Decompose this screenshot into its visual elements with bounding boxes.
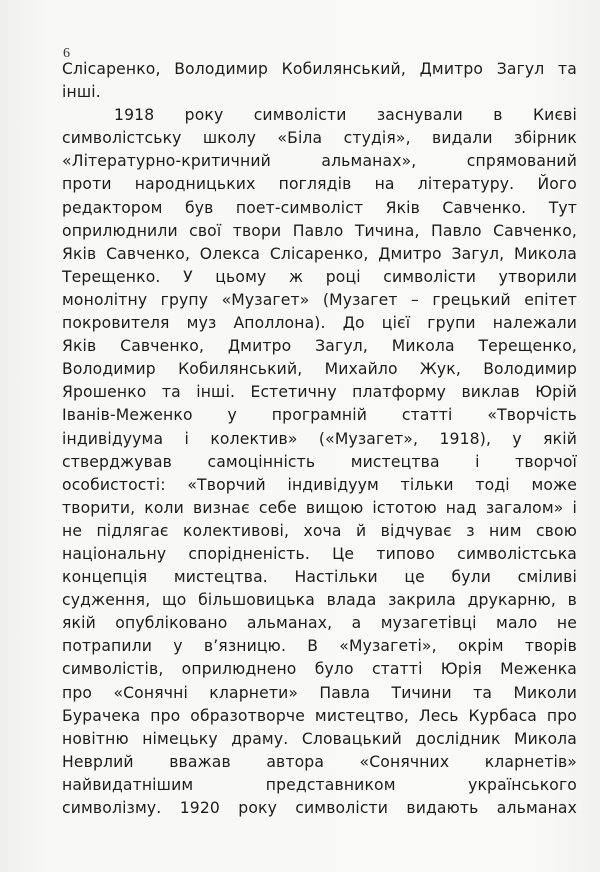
text-line: концепція мистецтва. Настільки це були сміливі	[62, 568, 577, 587]
text-line: Слісаренко, Володимир Кобилянський, Дмитро Загул та	[62, 60, 577, 78]
text-line: Володимир Кобилянський, Михайло Жук, Володимир	[62, 360, 577, 379]
text-line: Іванів-Меженко у програмній статті «Творчість	[62, 406, 577, 425]
text-line: «Літературно-критичний альманах», спрямований	[62, 152, 577, 171]
text-line: оприлюднили свої твори Павло Тичина, Павло Савченко,	[62, 221, 577, 240]
text-line: найвидатнішим представником українського	[62, 775, 577, 794]
text-line: не підлягає колективові, хоча й відчуває з ним свою	[62, 521, 577, 540]
body-text	[62, 58, 577, 820]
text-line: монолітну групу «Музагет» (Музагет – грецький епітет	[62, 290, 577, 309]
text-line: творити, коли визнає себе вищою істотою над загалом» і	[62, 498, 577, 517]
text-line: символістську школу «Біла студія», видали збірник	[62, 129, 577, 148]
text-line: особистості: «Творчий індивідуум тільки тоді може	[62, 475, 577, 494]
text-line: якій опубліковано альманах, а музагетівці мало не	[62, 614, 577, 633]
text-line: індивідуума і колектив» («Музагет», 1918), у якій	[62, 429, 577, 448]
text-line: редактором був поет-символіст Яків Савченко. Тут	[62, 198, 577, 217]
text-line: символізму. 1920 року символісти видають альманах	[62, 799, 577, 817]
text-line: потрапили у в’язницю. В «Музагеті», окрім творів	[62, 637, 577, 656]
text-line: Терещенко. У цьому ж році символісти утворили	[62, 267, 577, 286]
page-number: 6	[63, 46, 70, 61]
text-line: стверджував самоцінність мистецтва і творчої	[62, 452, 577, 471]
text-line: про «Сонячні кларнети» Павла Тичини та Миколи	[62, 683, 577, 702]
text-line: національну спорідненість. Це типово символістська	[62, 544, 577, 563]
text-line: Ярошенко та інші. Естетичну платформу виклав Юрій	[62, 383, 577, 402]
text-line: новітню німецьку драму. Словацький дослідник Микола	[62, 729, 577, 748]
text-line: Бурачека про образотворче мистецтво, Лесь Курбаса про	[62, 706, 577, 725]
text-line: Неврлий вважав автора «Сонячних кларнетів»	[62, 752, 577, 771]
text-line: інші.	[62, 83, 101, 102]
text-line: проти народницьких поглядів на літературу. Його	[62, 175, 577, 194]
text-line: Яків Савченко, Олекса Слісаренко, Дмитро Загул, Микола	[62, 244, 577, 263]
text-line: Яків Савченко, Дмитро Загул, Микола Терещенко,	[62, 337, 577, 356]
text-line: символістів, оприлюднено було статті Юрія Меженка	[62, 660, 577, 679]
text-line: судження, що більшовицька влада закрила друкарню, в	[62, 591, 577, 610]
text-line: покровителя муз Аполлона). До цієї групи належали	[62, 314, 577, 333]
text-line: 1918 року символісти заснували в Києві	[114, 106, 577, 125]
